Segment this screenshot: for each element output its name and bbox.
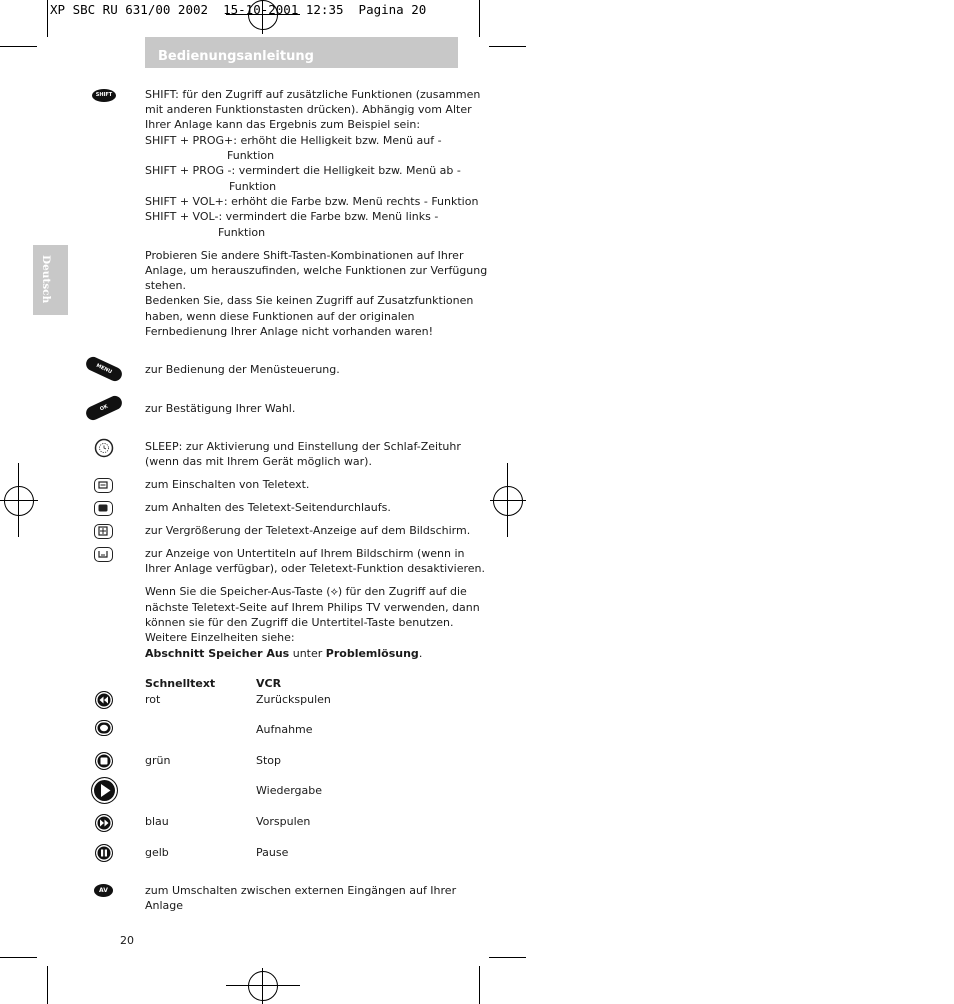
table-row-col1: blau — [145, 815, 169, 828]
page-title: Bedienungsanleitung — [158, 49, 314, 64]
av-line: Anlage — [145, 899, 184, 912]
memory-reference-chapter: Problemlösung — [325, 647, 419, 660]
menu-description: zur Bedienung der Menüsteuerung. — [145, 363, 340, 376]
teletext-on-description: zum Einschalten von Teletext. — [145, 478, 310, 491]
ok-button-icon: OK — [84, 394, 124, 423]
probieren-line: Fernbedienung Ihrer Anlage nicht vorhanden waren! — [145, 325, 434, 338]
stop-icon — [95, 752, 113, 770]
subtitle-line: Ihrer Anlage verfügbar), oder Teletext-Funktion desaktivieren. — [145, 562, 486, 575]
table-header-vcr: VCR — [256, 677, 282, 690]
av-button-icon: AV — [94, 884, 113, 897]
memory-reference-section: Abschnitt Speicher Aus — [145, 647, 290, 660]
teletext-on-icon — [94, 478, 113, 493]
table-row-col2: Wiedergabe — [256, 784, 323, 797]
record-icon — [95, 720, 113, 736]
subtitle-line: zur Anzeige von Untertiteln auf Ihrem Bildschirm (wenn in — [145, 547, 465, 560]
header-bar — [145, 37, 458, 68]
sleep-line: (wenn das mit Ihrem Gerät möglich war). — [145, 455, 372, 468]
play-icon — [91, 777, 118, 804]
memory-reference-joiner: unter — [289, 647, 326, 660]
probieren-line: Probieren Sie andere Shift-Tasten-Kombinationen auf Ihrer — [145, 249, 464, 262]
crop-mark — [0, 46, 37, 47]
shift-button-icon: SHIFT — [92, 89, 116, 102]
probieren-line: haben, wenn diese Funktionen auf der originalen — [145, 310, 415, 323]
page-number: 20 — [120, 934, 134, 947]
language-tab-label: Deutsch — [40, 255, 52, 304]
sleep-line: SLEEP: zur Aktivierung und Einstellung der Schlaf-Zeituhr — [145, 440, 461, 453]
shift-line: Ihrer Anlage kann das Ergebnis zum Beispiel sein: — [145, 118, 421, 131]
memory-reference — [145, 646, 422, 661]
ok-description: zur Bestätigung Ihrer Wahl. — [145, 402, 296, 415]
memory-reference-end: . — [418, 647, 423, 660]
crop-mark — [489, 46, 526, 47]
teletext-hold-icon — [94, 501, 113, 516]
shift-line: SHIFT + VOL-: vermindert die Farbe bzw. Menü links - — [145, 210, 439, 223]
teletext-hold-description: zum Anhalten des Teletext-Seitendurchlaufs. — [145, 501, 391, 514]
shift-line: Funktion — [229, 180, 277, 193]
av-line: zum Umschalten zwischen externen Eingängen auf Ihrer — [145, 884, 457, 897]
crop-mark — [489, 957, 526, 958]
crop-mark — [479, 0, 480, 37]
memory-line: Wenn Sie die Speicher-Aus-Taste (⟡) für den Zugriff auf die — [145, 585, 467, 598]
table-row-col1: gelb — [145, 846, 169, 859]
table-row-col2: Zurückspulen — [256, 693, 331, 706]
shift-line: SHIFT: für den Zugriff auf zusätzliche Funktionen (zusammen — [145, 88, 481, 101]
language-tab — [33, 245, 68, 315]
teletext-zoom-icon — [94, 524, 113, 539]
shift-line: Funktion — [218, 226, 266, 239]
probieren-line: Bedenken Sie, dass Sie keinen Zugriff auf Zusatzfunktionen — [145, 294, 474, 307]
probieren-line: stehen. — [145, 279, 187, 292]
print-slug: XP SBC RU 631/00 2002 15-10-2001 12:35 Pagina 20 — [50, 2, 427, 17]
pause-icon — [95, 844, 113, 862]
table-row-col2: Pause — [256, 846, 289, 859]
rewind-icon — [95, 691, 113, 709]
shift-line: SHIFT + VOL+: erhöht die Farbe bzw. Menü rechts - Funktion — [145, 195, 479, 208]
crop-mark — [47, 0, 48, 37]
shift-line: SHIFT + PROG+: erhöht die Helligkeit bzw. Menü auf - — [145, 134, 442, 147]
memory-line: Weitere Einzelheiten siehe: — [145, 631, 295, 644]
table-row-col1: grün — [145, 754, 171, 767]
table-header-schnelltext: Schnelltext — [145, 677, 216, 690]
crop-mark — [0, 957, 37, 958]
teletext-zoom-description: zur Vergrößerung der Teletext-Anzeige auf dem Bildschirm. — [145, 524, 471, 537]
table-row-col1: rot — [145, 693, 161, 706]
table-row-col2: Stop — [256, 754, 282, 767]
crop-mark — [47, 966, 48, 1004]
fast-forward-icon — [95, 814, 113, 832]
crop-mark — [479, 966, 480, 1004]
menu-button-icon: MENU — [84, 355, 124, 384]
sleep-icon — [94, 438, 114, 462]
table-row-col2: Aufnahme — [256, 723, 313, 736]
memory-line: nächste Teletext-Seite auf Ihrem Philips TV verwenden, dann — [145, 601, 480, 614]
table-row-col2: Vorspulen — [256, 815, 311, 828]
shift-line: mit anderen Funktionstasten drücken). Abhängig vom Alter — [145, 103, 472, 116]
shift-line: SHIFT + PROG -: vermindert die Helligkeit bzw. Menü ab - — [145, 164, 461, 177]
subtitle-icon — [94, 547, 113, 562]
memory-line: können sie für den Zugriff die Untertitel-Taste benutzen. — [145, 616, 454, 629]
shift-line: Funktion — [227, 149, 275, 162]
probieren-line: Anlage, um herauszufinden, welche Funktionen zur Verfügung — [145, 264, 488, 277]
